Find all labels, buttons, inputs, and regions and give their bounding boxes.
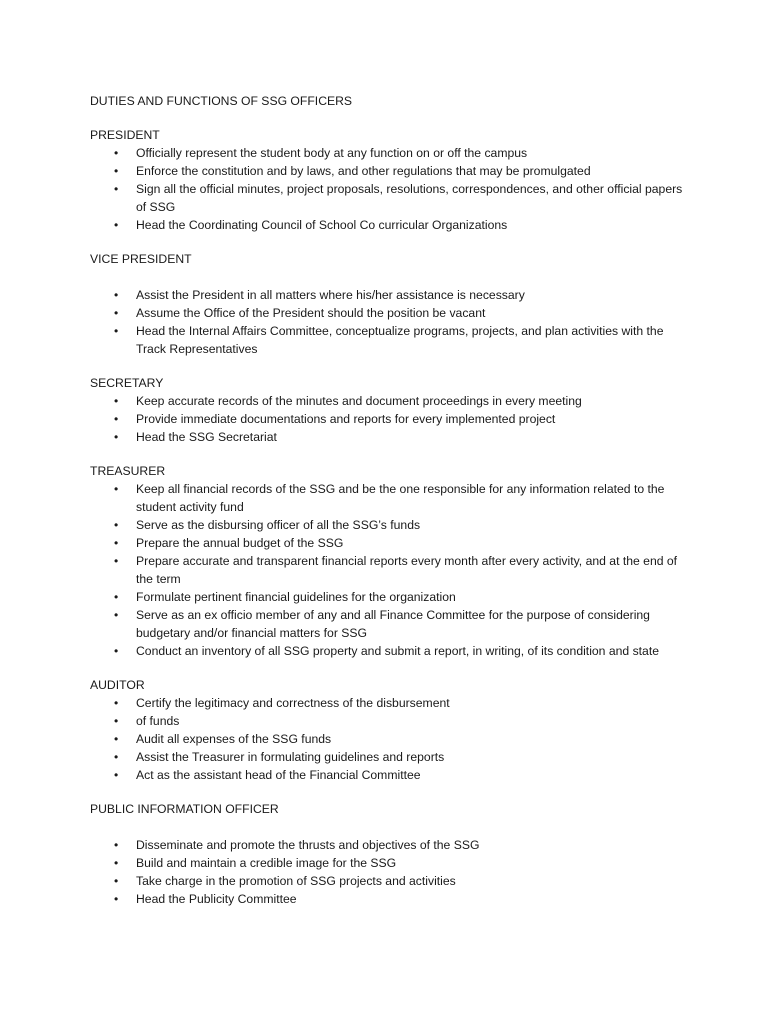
duty-item: • Assist the Treasurer in formulating guidelines and reports bbox=[90, 748, 690, 766]
duty-item: • Sign all the official minutes, project proposals, resolutions, correspondences, and other official papers of SSG bbox=[90, 180, 690, 216]
document-page bbox=[90, 92, 690, 924]
section-vice-president bbox=[90, 250, 690, 358]
section-heading: PUBLIC INFORMATION OFFICER bbox=[90, 802, 279, 816]
section-public-information-officer bbox=[90, 800, 690, 908]
duty-item: • Assist the President in all matters where his/her assistance is necessary bbox=[90, 286, 690, 304]
section-treasurer bbox=[90, 462, 690, 660]
duty-item: • Serve as the disbursing officer of all the SSG’s funds bbox=[90, 516, 690, 534]
document-title: DUTIES AND FUNCTIONS OF SSG OFFICERS bbox=[90, 94, 353, 108]
duty-item: • Conduct an inventory of all SSG property and submit a report, in writing, of its condition and state bbox=[90, 642, 690, 660]
duty-item: • Audit all expenses of the SSG funds bbox=[90, 730, 690, 748]
section-president bbox=[90, 126, 690, 234]
duty-item: • Act as the assistant head of the Financial Committee bbox=[90, 766, 690, 784]
duty-item: • Head the Internal Affairs Committee, conceptualize programs, projects, and plan activities with the Track Representatives bbox=[90, 322, 690, 358]
section-heading: AUDITOR bbox=[90, 678, 145, 692]
duty-item: • Officially represent the student body at any function on or off the campus bbox=[90, 144, 690, 162]
duty-item: • Enforce the constitution and by laws, and other regulations that may be promulgated bbox=[90, 162, 690, 180]
duty-list bbox=[90, 286, 690, 358]
duty-item: • Provide immediate documentations and reports for every implemented project bbox=[90, 410, 690, 428]
duty-list bbox=[90, 144, 690, 234]
duty-item: • Disseminate and promote the thrusts and objectives of the SSG bbox=[90, 836, 690, 854]
duty-item: • Head the SSG Secretariat bbox=[90, 428, 690, 446]
section-heading: PRESIDENT bbox=[90, 128, 160, 142]
duty-list bbox=[90, 480, 690, 660]
section-heading: VICE PRESIDENT bbox=[90, 252, 192, 266]
duty-list bbox=[90, 836, 690, 908]
duty-item: • Prepare accurate and transparent financial reports every month after every activity, and at the end of the term bbox=[90, 552, 690, 588]
duty-item: • Prepare the annual budget of the SSG bbox=[90, 534, 690, 552]
section-heading: SECRETARY bbox=[90, 376, 164, 390]
section-heading: TREASURER bbox=[90, 464, 166, 478]
duty-item: • Head the Coordinating Council of School Co curricular Organizations bbox=[90, 216, 690, 234]
duty-item: • Certify the legitimacy and correctness of the disbursement bbox=[90, 694, 690, 712]
duty-item: • Keep accurate records of the minutes and document proceedings in every meeting bbox=[90, 392, 690, 410]
duty-item: • Formulate pertinent financial guidelines for the organization bbox=[90, 588, 690, 606]
duty-item: • Head the Publicity Committee bbox=[90, 890, 690, 908]
duty-list bbox=[90, 694, 690, 784]
duty-item: • Keep all financial records of the SSG and be the one responsible for any information related to the student activity fund bbox=[90, 480, 690, 516]
duty-item: • Serve as an ex officio member of any and all Finance Committee for the purpose of considering budgetary and/or financial matters for SSG bbox=[90, 606, 690, 642]
section-secretary bbox=[90, 374, 690, 446]
duty-list bbox=[90, 392, 690, 446]
duty-item: • of funds bbox=[90, 712, 690, 730]
duty-item: • Take charge in the promotion of SSG projects and activities bbox=[90, 872, 690, 890]
duty-item: • Build and maintain a credible image for the SSG bbox=[90, 854, 690, 872]
duty-item: • Assume the Office of the President should the position be vacant bbox=[90, 304, 690, 322]
section-auditor bbox=[90, 676, 690, 784]
